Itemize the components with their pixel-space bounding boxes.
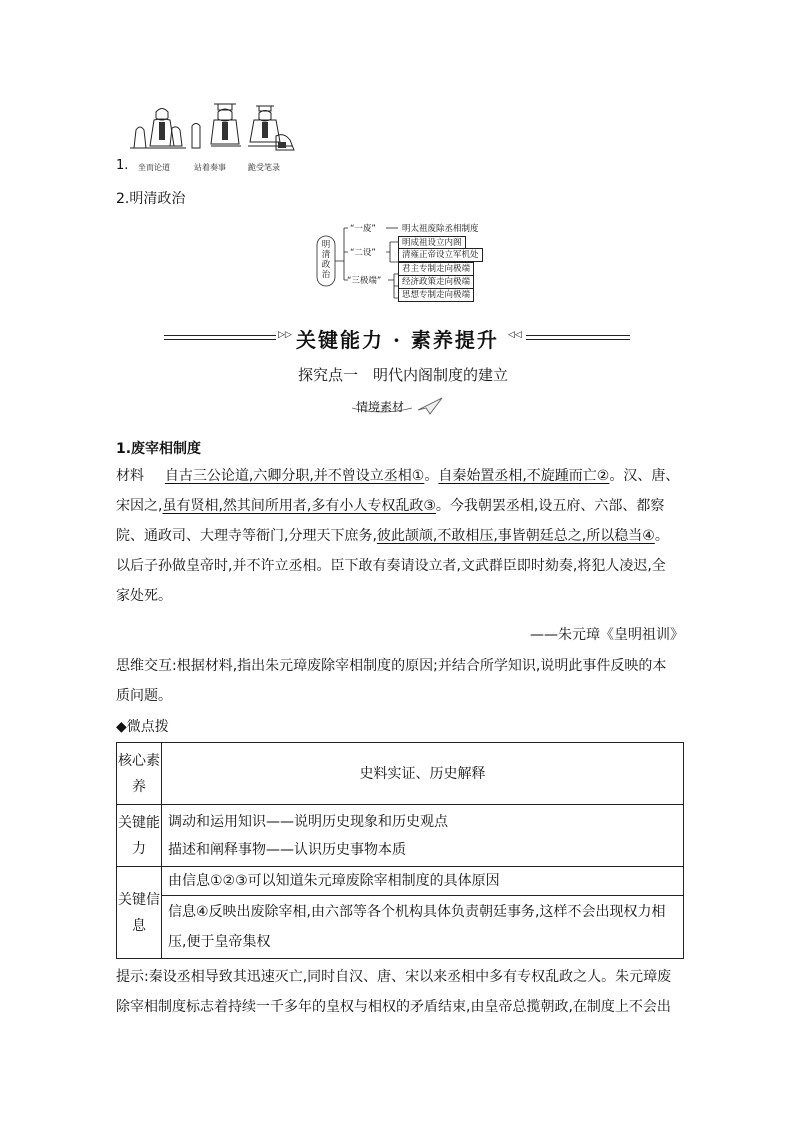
figure-number: 1. (116, 158, 129, 173)
material-text: 宋因之, (116, 498, 163, 514)
banner-rule-left (164, 339, 276, 340)
table-row-header: 关键能力 (117, 805, 162, 867)
caption-sit-discuss: 坐而论道 (138, 163, 170, 172)
table-row (117, 743, 684, 805)
mindmap (314, 214, 484, 304)
hint-line: 除宰相制度标志着持续一千多年的皇权与相权的矛盾结束,由皇帝总揽朝政,在制度上不会出 (116, 999, 671, 1015)
tips-label: ◆微点拨 (116, 719, 169, 735)
material-label: 材料 (116, 468, 144, 484)
table-row (117, 867, 684, 959)
mindmap-item: 君主专制走向极端 (398, 262, 474, 276)
material-line (116, 461, 686, 491)
mindmap-item: 明成祖设立内阁 (398, 236, 466, 250)
material-text: 。今我朝罢丞相,设五府、六部、都察 (435, 498, 665, 514)
material-sentence-3: 虽有贤相,然其间所用者,多有小人专权乱政③ (162, 498, 436, 514)
table-cell-line: 信息④反映出废除宰相,由六部等各个机构具体负责朝廷事务,这样不会出现权力相压,便于皇帝集权 (168, 904, 666, 950)
banner-chevron-right-icon: ◁◁ (508, 330, 522, 340)
table-cell-line: 描述和阐释事物——认识历史事物本质 (168, 841, 406, 858)
question (116, 651, 686, 711)
branch-label-one-abolish: “一废” (350, 224, 376, 234)
banner-chevron-left-icon: ▷▷ (278, 330, 292, 340)
mindmap-item: 思想专制走向极端 (398, 288, 474, 302)
material-source: ——朱元璋《皇明祖训》 (530, 627, 684, 643)
material-line: 以后子孙做皇帝时,并不许立丞相。臣下敢有奏请设立者,文武群臣即时劾奏,将犯人凌迟,全 (116, 558, 666, 574)
material-punct: 。 (424, 468, 439, 484)
material-paragraph (116, 461, 686, 611)
table-row-header: 关键信息 (117, 867, 162, 959)
material-text: 。汉、唐、 (609, 468, 680, 484)
section-title: 2.明清政治 (116, 191, 186, 207)
situation-label-badge (350, 396, 446, 418)
caption-kneel-record: 跪受笔录 (248, 163, 280, 172)
material-sentence-2: 自秦始置丞相,不旋踵而亡② (438, 468, 610, 484)
court-etiquette-illustration (126, 100, 298, 162)
hint (116, 962, 686, 1022)
banner-rule-left (164, 335, 276, 336)
material-text: 。 (654, 528, 669, 544)
table-cell-line: 由信息①②③可以知道朱元璋废除宰相制度的具体原因 (162, 867, 683, 896)
branch-label-two-establish: “二设” (350, 248, 376, 258)
mindmap-item: 经济政策走向极端 (398, 275, 474, 289)
question-line: 思维交互:根据材料,指出朱元璋废除宰相制度的原因;并结合所学知识,说明此事件反映的本 (116, 658, 667, 674)
subsection-title: 1.废宰相制度 (116, 441, 202, 457)
explore-title: 探究点一 明代内阁制度的建立 (298, 366, 509, 384)
mindmap-item: 明太祖废除丞相制度 (402, 224, 479, 234)
table-cell-line: 调动和运用知识——说明历史现象和历史观点 (168, 813, 448, 830)
table-row (117, 805, 684, 867)
key-points-table (116, 742, 684, 959)
material-line (116, 491, 686, 521)
table-cell: 史料实证、历史解释 (162, 743, 684, 805)
table-row-header: 核心素养 (117, 743, 162, 805)
situation-label: 情境素材 (356, 400, 405, 414)
material-sentence-4: 彼此颉颃,不敢相压,事皆朝廷总之,所以稳当④ (376, 528, 655, 544)
branch-label-three-extremes: “三极端” (347, 276, 382, 286)
question-line: 质问题。 (116, 688, 172, 704)
banner-rule-right (526, 335, 630, 336)
table-cell (162, 805, 684, 867)
material-text: 院、通政司、大理寺等衙门,分理天下庶务, (116, 528, 377, 544)
material-line: 家处死。 (116, 588, 172, 604)
hint-line: 提示:秦设丞相导致其迅速灭亡,同时自汉、唐、宋以来丞相中多有专权乱政之人。朱元璋废 (116, 969, 672, 985)
caption-stand-report: 站着奏事 (194, 163, 226, 172)
mindmap-item: 清雍正帝设立军机处 (398, 248, 483, 262)
material-line (116, 521, 686, 551)
banner-title: 关键能力 · 素养提升 (296, 328, 499, 352)
material-sentence-1: 自古三公论道,六卿分职,并不曾设立丞相① (164, 468, 425, 484)
table-cell (162, 867, 684, 959)
banner-rule-right (526, 339, 630, 340)
mindmap-root: 明清政治 (321, 240, 331, 280)
